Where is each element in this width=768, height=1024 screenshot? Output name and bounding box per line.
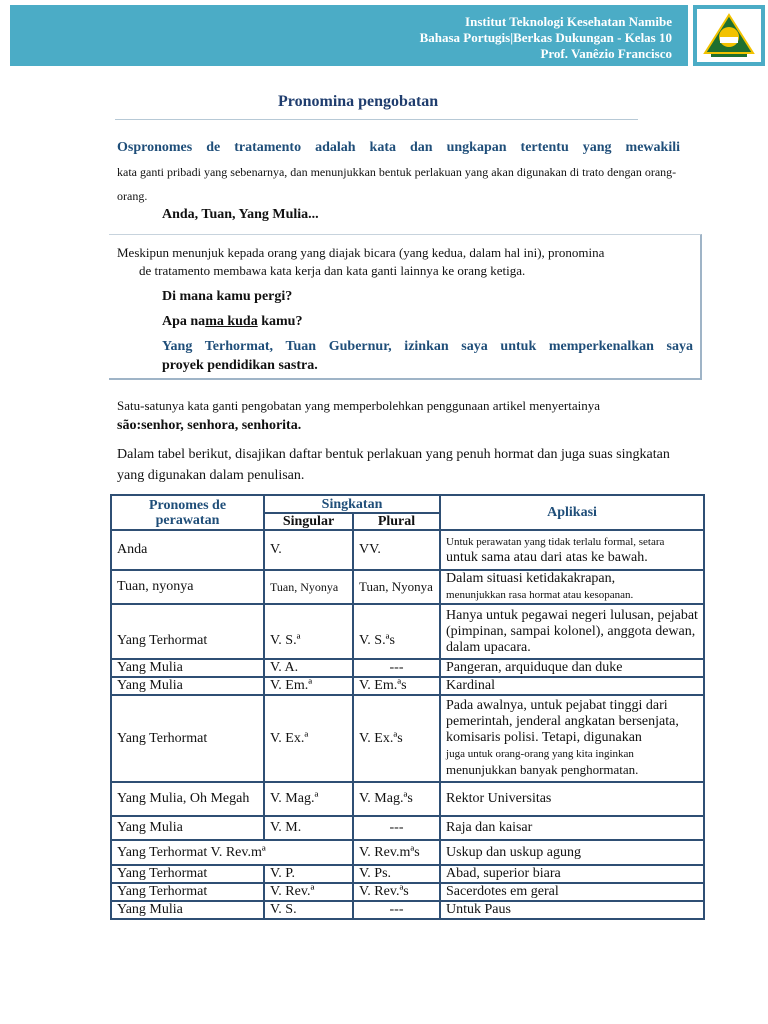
institution-logo [693, 5, 765, 66]
logo-emblem-icon [703, 13, 755, 59]
header-application: Aplikasi [440, 495, 704, 530]
cell-application: Untuk Paus [440, 901, 704, 919]
cell-plural: --- [353, 901, 440, 919]
table-row [111, 659, 704, 677]
header-institution: Institut Teknologi Kesehatan Namibe [465, 14, 672, 29]
q2-part-a: Apa na [162, 314, 206, 329]
cell-application [440, 695, 704, 782]
cell-plural: V. Em.ªs [353, 677, 440, 695]
cell-application: Rektor Universitas [440, 782, 704, 816]
application-small: menunjukkan rasa hormat atau kesopanan. [446, 589, 634, 601]
example-question-2 [162, 314, 302, 330]
cell-singular: V. Ex.ª [264, 695, 353, 782]
cell-pronoun: Yang Terhormat [111, 883, 264, 901]
intro-lead: Ospronomes de tratamento adalah kata dan ungkapan tertentu yang mewakili [117, 140, 680, 155]
application-small: juga untuk orang-orang yang kita inginkan [446, 748, 634, 760]
example-3-black: proyek pendidikan sastra. [162, 358, 318, 373]
intro-paragraph [117, 136, 680, 208]
table-row [111, 782, 704, 816]
cell-singular: V. Em.ª [264, 677, 353, 695]
cell-singular: V. S.ª [264, 604, 353, 659]
cell-application: Hanya untuk pegawai negeri lulusan, pejabat (pimpinan, sampai kolonel), anggota dewan, dalam upacara. [440, 604, 704, 659]
cell-pronoun: Yang Terhormat [111, 695, 264, 782]
cell-application: Abad, superior biara [440, 865, 704, 883]
cell-pronoun: Yang Mulia [111, 816, 264, 840]
page-title: Pronomina pengobatan [278, 93, 439, 110]
cell-pronoun: Yang Mulia, Oh Megah [111, 782, 264, 816]
pronouns-table [110, 494, 705, 920]
table-row [111, 883, 704, 901]
table-row [111, 695, 704, 782]
application-text: Pada awalnya, untuk pejabat tinggi dari pemerintah, jenderal angkatan bersenjata, komisaris polisi. Tetapi, digunakan [446, 698, 679, 745]
table-row [111, 816, 704, 840]
example-sentence-3 [162, 337, 693, 375]
application-small: Untuk perawatan yang tidak terlalu formal, setara [446, 536, 665, 548]
header-plural: Plural [353, 513, 440, 530]
cell-singular: V. P. [264, 865, 353, 883]
header-abbreviations: Singkatan [264, 495, 440, 513]
table-row [111, 865, 704, 883]
cell-singular: V. [264, 530, 353, 570]
cell-singular: V. S. [264, 901, 353, 919]
cell-application [440, 530, 704, 570]
cell-plural: Tuan, Nyonya [353, 570, 440, 604]
note-box [109, 234, 702, 380]
articles-examples: são:senhor, senhora, senhorita. [117, 418, 302, 433]
application-text: Dalam situasi ketidakakrapan, [446, 571, 616, 586]
note-text [117, 244, 687, 280]
header-teacher: Prof. Vanêzio Francisco [540, 46, 672, 61]
cell-application [440, 570, 704, 604]
cell-singular: Tuan, Nyonya [264, 570, 353, 604]
application-text: untuk sama atau dari atas ke bawah. [446, 550, 648, 565]
cell-pronoun: Yang Mulia [111, 659, 264, 677]
header-pronouns: Pronomes de perawatan [111, 495, 264, 530]
cell-pronoun: Tuan, nyonya [111, 570, 264, 604]
cell-plural: V. Rev.ªs [353, 883, 440, 901]
cell-pronoun: Yang Mulia [111, 677, 264, 695]
intro-rest: kata ganti pribadi yang sebenarnya, dan menunjukkan bentuk perlakuan yang akan digunakan di trato dengan orang-orang. [117, 165, 677, 203]
table-row [111, 901, 704, 919]
cell-plural: V. Mag.ªs [353, 782, 440, 816]
cell-pronoun: Yang Terhormat [111, 865, 264, 883]
table-row [111, 530, 704, 570]
cell-application: Kardinal [440, 677, 704, 695]
cell-pronoun: Yang Terhormat [111, 604, 264, 659]
table-row [111, 570, 704, 604]
cell-application: Pangeran, arquiduque dan duke [440, 659, 704, 677]
header-singular: Singular [264, 513, 353, 530]
table-row [111, 840, 704, 865]
articles-text: Satu-satunya kata ganti pengobatan yang memperbolehkan penggunaan artikel menyertainya [117, 398, 600, 413]
cell-application: Sacerdotes em geral [440, 883, 704, 901]
cell-singular: V. Rev.ª [264, 883, 353, 901]
cell-plural: --- [353, 816, 440, 840]
header-course: Bahasa Portugis|Berkas Dukungan - Kelas 10 [419, 30, 672, 45]
cell-plural: --- [353, 659, 440, 677]
q2-part-c: kamu? [257, 314, 303, 329]
cell-application: Raja dan kaisar [440, 816, 704, 840]
cell-singular: V. A. [264, 659, 353, 677]
note-line-2: de tratamento membawa kata kerja dan kata ganti lainnya ke orang ketiga. [139, 263, 526, 278]
cell-pronoun: Anda [111, 530, 264, 570]
cell-pronoun: Yang Terhormat V. Rev.mª [111, 840, 353, 865]
example-forms: Anda, Tuan, Yang Mulia... [162, 207, 319, 222]
cell-application: Uskup dan uskup agung [440, 840, 704, 865]
cell-pronoun: Yang Mulia [111, 901, 264, 919]
articles-paragraph [117, 396, 677, 435]
table-intro-paragraph: Dalam tabel berikut, disajikan daftar bentuk perlakuan yang penuh hormat dan juga suas singkatan yang digunakan dalam penulisan. [117, 447, 670, 483]
cell-singular: V. M. [264, 816, 353, 840]
example-question-1: Di mana kamu pergi? [162, 289, 293, 304]
table-row [111, 604, 704, 659]
cell-singular: V. Mag.ª [264, 782, 353, 816]
cell-plural: V. Rev.mªs [353, 840, 440, 865]
note-line-1: Meskipun menunjuk kepada orang yang diajak bicara (yang kedua, dalam hal ini), pronomina [117, 245, 605, 260]
q2-part-b: ma kuda [205, 314, 258, 329]
example-3-blue: Yang Terhormat, Tuan Gubernur, izinkan saya untuk memperkenalkan saya [162, 339, 693, 354]
cell-plural: VV. [353, 530, 440, 570]
application-text-2: menunjukkan banyak penghormatan. [446, 762, 639, 777]
page-header [10, 5, 688, 66]
table-row [111, 677, 704, 695]
cell-plural: V. Ps. [353, 865, 440, 883]
cell-plural: V. S.ªs [353, 604, 440, 659]
title-divider [115, 119, 638, 120]
cell-plural: V. Ex.ªs [353, 695, 440, 782]
